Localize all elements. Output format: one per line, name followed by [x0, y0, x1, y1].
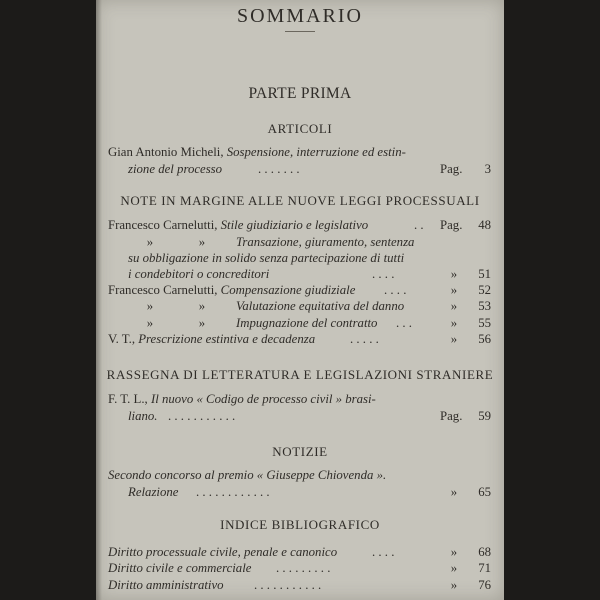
- toc-entry-line: [108, 284, 355, 297]
- dot-leader: . . . .: [384, 283, 407, 297]
- dot-leader: . . . . . . .: [258, 162, 300, 176]
- entry-title-continuation: zione del processo: [128, 162, 223, 176]
- entry-title-continuation: su obbligazione in solido senza partecipazione di tutti: [128, 251, 405, 265]
- ditto-mark: »: [146, 316, 154, 330]
- page-label: »: [450, 485, 458, 499]
- entry-title: Secondo concorso al premio « Giuseppe Chiovenda ».: [108, 468, 387, 482]
- page-label: »: [450, 316, 458, 330]
- ditto-mark: »: [198, 299, 206, 313]
- page-title: SOMMARIO: [236, 5, 364, 27]
- title-divider: [285, 31, 315, 32]
- entry-author: Francesco Carnelutti,: [108, 218, 221, 232]
- entry-author: Francesco Carnelutti,: [108, 283, 221, 297]
- dot-leader: . .: [414, 218, 424, 232]
- section-heading-articoli: ARTICOLI: [267, 121, 333, 136]
- entry-title-continuation: i condebitori o concreditori: [128, 267, 270, 281]
- page-number: 68: [478, 545, 491, 559]
- toc-entry-line: [108, 393, 376, 406]
- page-number: 56: [478, 332, 491, 346]
- page-number: 3: [484, 162, 491, 176]
- part-title: PARTE PRIMA: [248, 85, 352, 102]
- dot-leader: . . . . . . . . . . . .: [196, 485, 270, 499]
- section-heading-note: NOTE IN MARGINE ALLE NUOVE LEGGI PROCESSUALI: [120, 193, 480, 208]
- entry-title: Diritto processuale civile, penale e canonico: [108, 545, 338, 559]
- entry-title-continuation: Relazione: [128, 485, 179, 499]
- entry-title: Stile giudiziario e legislativo: [220, 218, 369, 232]
- section-heading-indice: INDICE BIBLIOGRAFICO: [220, 517, 380, 532]
- section-heading-rassegna: RASSEGNA DI LETTERATURA E LEGISLAZIONI STRANIERE: [106, 367, 494, 382]
- page-number: 76: [478, 578, 491, 592]
- page-label: »: [450, 299, 458, 313]
- dot-leader: . . . . . . . . . . .: [254, 578, 322, 592]
- entry-title: Valutazione equitativa del danno: [236, 299, 405, 313]
- toc-entry-line: [108, 333, 315, 346]
- ditto-mark: »: [198, 235, 206, 249]
- entry-author: Gian Antonio Micheli,: [108, 145, 227, 159]
- page-label: »: [450, 283, 458, 297]
- entry-author: F. T. L.,: [108, 392, 151, 406]
- page-number: 53: [478, 299, 491, 313]
- page-label: »: [450, 578, 458, 592]
- page-label: »: [450, 332, 458, 346]
- document-page: [96, 0, 504, 600]
- dot-leader: . . . . . . . . .: [276, 561, 331, 575]
- entry-title: Diritto amministrativo: [108, 578, 224, 592]
- entry-title: Sospensione, interruzione ed estin-: [226, 145, 406, 159]
- page-number: 71: [478, 561, 491, 575]
- dot-leader: . . . .: [372, 267, 395, 281]
- page-number: 65: [478, 485, 491, 499]
- dot-leader: . . . .: [372, 545, 395, 559]
- page-label: »: [450, 561, 458, 575]
- dot-leader: . . . . . . . . . . .: [168, 409, 236, 423]
- page-number: 59: [478, 409, 491, 423]
- entry-author: V. T.,: [108, 332, 139, 346]
- dot-leader: . . . . .: [350, 332, 379, 346]
- page-label: »: [450, 267, 458, 281]
- page-number: 48: [478, 218, 491, 232]
- ditto-mark: »: [146, 235, 154, 249]
- ditto-mark: »: [198, 316, 206, 330]
- ditto-mark: »: [146, 299, 154, 313]
- page-label: »: [450, 545, 458, 559]
- toc-entry-line: [108, 146, 406, 159]
- entry-title-continuation: liano.: [128, 409, 158, 423]
- page-label: Pag.: [440, 409, 463, 423]
- toc-entry-line: [108, 219, 368, 232]
- page-label: Pag.: [440, 218, 463, 232]
- entry-title: Prescrizione estintiva e decadenza: [138, 332, 316, 346]
- page-label: Pag.: [440, 162, 463, 176]
- entry-title: Il nuovo « Codigo de processo civil » brasi-: [150, 392, 376, 406]
- page-number: 52: [478, 283, 491, 297]
- entry-title: Transazione, giuramento, sentenza: [236, 235, 415, 249]
- entry-title: Diritto civile e commerciale: [108, 561, 252, 575]
- page-number: 51: [478, 267, 491, 281]
- dot-leader: . . .: [396, 316, 412, 330]
- section-heading-notizie: NOTIZIE: [272, 444, 328, 459]
- entry-title: Compensazione giudiziale: [220, 283, 356, 297]
- page-number: 55: [478, 316, 491, 330]
- entry-title: Impugnazione del contratto: [236, 316, 378, 330]
